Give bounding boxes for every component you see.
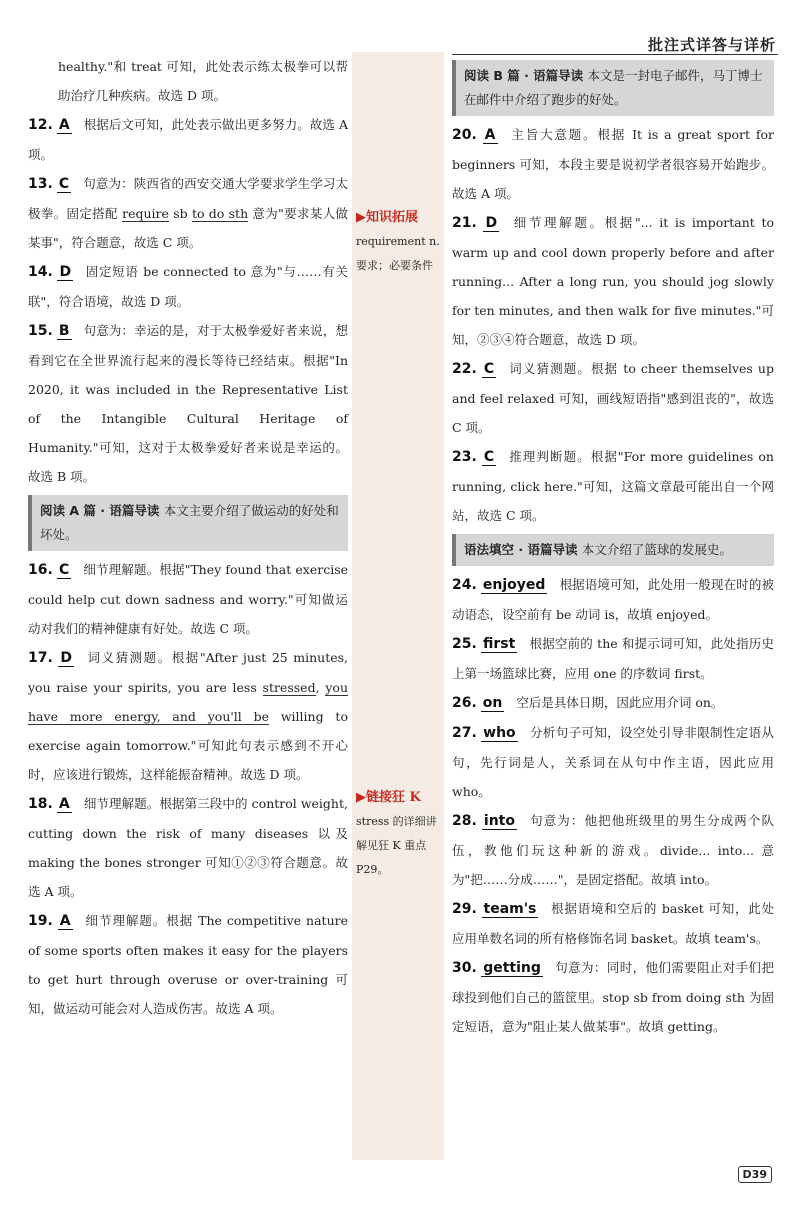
- answer-key: B: [58, 323, 70, 339]
- answer-key: C: [483, 361, 495, 377]
- answer-15: [28, 316, 348, 491]
- question-number: 29.: [452, 901, 477, 917]
- explanation: 主旨大意题。根据 It is a great sport for beginners 可知，本段主要是说初学者很容易开始跑步。故选 A 项。: [452, 127, 774, 201]
- explanation: 细节理解题。根据"... it is important to warm up and cool down properly before and after running... After a long run, you should jog slowly for ten minutes, and then walk for five minutes."可知，②③④符合题意，故选 D 项。: [452, 215, 775, 347]
- answer-key: C: [58, 562, 70, 578]
- explanation: 句意为：同时，他们需要阻止对手们把球投到他们自己的篮筐里。stop sb from doing sth 为固定短语，意为"阻止某人做某事"。故填 getting。: [452, 960, 774, 1034]
- grammar-overview: [452, 534, 774, 566]
- explanation: 根据语境和空后的 basket 可知，此处应用单数名词的所有格修饰名词 basket。故填 team's。: [452, 901, 774, 946]
- header-rule: [452, 54, 778, 55]
- explanation: 词义猜测题。根据"After just 25 minutes, you raise your spirits, you are less: [28, 650, 349, 695]
- section-label: 阅读 B 篇 · 语篇导读: [464, 68, 584, 83]
- explanation: 分析句子可知，设空处引导非限制性定语从句，先行词是人，关系词在从句中作主语，因此应用 who。: [452, 725, 774, 799]
- explanation: 句意为：陕西省的西安交通大学要求学生学习太极拳。固定搭配: [28, 176, 348, 221]
- answer-30: [452, 953, 774, 1041]
- underlined-phrase: to do sth: [191, 206, 249, 221]
- answer-18: [28, 789, 348, 906]
- section-label: 语法填空 · 语篇导读: [464, 542, 578, 557]
- answer-key: D: [485, 215, 498, 231]
- question-number: 25.: [452, 636, 477, 652]
- answer-key: A: [58, 117, 70, 133]
- answer-key: on: [482, 695, 503, 711]
- explanation: 句意为：幸运的是，对于太极拳爱好者来说，想看到它在全世界流行起来的漫长等待已经结束。根据"In 2020, it was included in the Representative List of the Intangible Cultural Heritage of Humanity."可知，这对于太极拳爱好者来说是幸运的。故选 B 项。: [28, 323, 348, 484]
- reading-b-overview: [452, 60, 774, 116]
- answer-21: [452, 208, 774, 354]
- section-label: 阅读 A 篇 · 语篇导读: [40, 503, 160, 518]
- margin-note-link: [356, 786, 444, 882]
- explanation: 细节理解题。根据"They found that exercise could help cut down sadness and worry."可知做运动对我们的精神健康有好处。故选 C 项。: [28, 562, 349, 636]
- section-summary: 本文是一封电子邮件，马丁博士在邮件中介绍了跑步的好处。: [464, 68, 763, 107]
- page-header-title: 批注式详答与详析: [647, 36, 776, 54]
- explanation: 句意为：他把他班级里的男生分成两个队伍，教他们玩这种新的游戏。divide... into... 意为"把……分成……"，是固定搭配。故填 into。: [452, 813, 774, 887]
- question-number: 19.: [28, 913, 53, 929]
- answer-17: [28, 643, 348, 789]
- question-number: 28.: [452, 813, 477, 829]
- answer-19: [28, 906, 348, 1023]
- margin-note-tag: ▶知识拓展: [356, 210, 418, 225]
- question-number: 18.: [28, 796, 53, 812]
- answer-12: [28, 110, 348, 169]
- answer-27: [452, 718, 774, 806]
- explanation: 词义猜测题。根据 to cheer themselves up and feel relaxed 可知，画线短语指"感到沮丧的"，故选 C 项。: [452, 361, 774, 435]
- explanation: 根据空前的 the 和提示词可知，此处指历史上第一场篮球比赛，应用 one 的序数词 first。: [452, 636, 775, 681]
- answer-13: [28, 169, 348, 257]
- explanation: 细节理解题。根据第三段中的 control weight, cutting down the risk of many diseases 以及 making the bones stronger 可知①②③符合题意。故选 A 项。: [28, 796, 348, 899]
- explanation: 根据后文可知，此处表示做出更多努力。故选 A 项。: [28, 117, 348, 162]
- answer-key: A: [58, 796, 70, 812]
- margin-note-tag: ▶链接狂 K: [356, 790, 421, 805]
- answer-key: who: [483, 725, 516, 741]
- question-number: 17.: [28, 650, 53, 666]
- explanation: 细节理解题。根据 The competitive nature of some sports often makes it easy for the players to get hurt through overuse or over-training 可知，做运动可能会对人造成伤害。故选 A 项。: [28, 913, 348, 1016]
- answer-key: C: [58, 176, 70, 192]
- answer-key: C: [483, 449, 495, 465]
- question-number: 30.: [452, 960, 477, 976]
- right-column: [452, 60, 774, 1041]
- answer-16: [28, 555, 348, 643]
- underlined-phrase: require: [122, 206, 169, 221]
- answer-key: D: [59, 264, 72, 280]
- answer-24: [452, 570, 774, 629]
- answer-key: A: [59, 913, 71, 929]
- section-summary: 本文介绍了篮球的发展史。: [581, 542, 732, 557]
- reading-a-overview: [28, 495, 348, 551]
- underlined-phrase: you have more energy, and you'll be: [28, 680, 349, 724]
- answer-28: [452, 806, 774, 894]
- question-number: 12.: [28, 117, 53, 133]
- question-number: 23.: [452, 449, 477, 465]
- answer-key: team's: [483, 901, 537, 917]
- question-number: 21.: [452, 215, 477, 231]
- explanation: 推理判断题。根据"For more guidelines on running, click here."可知，这篇文章最可能出自一个网站，故选 C 项。: [452, 449, 774, 523]
- explanation: 固定短语 be connected to 意为"与……有关联"，符合语境，故选 D 项。: [28, 264, 348, 309]
- question-number: 27.: [452, 725, 477, 741]
- answer-11-continued: healthy."和 treat 可知，此处表示练太极拳可以帮助治疗几种疾病。故选 D 项。: [58, 59, 348, 103]
- answer-29: [452, 894, 774, 953]
- margin-note-knowledge: [356, 206, 444, 278]
- explanation: ,: [315, 680, 326, 695]
- question-number: 16.: [28, 562, 53, 578]
- question-number: 26.: [452, 695, 477, 711]
- margin-note-text: stress 的详细讲解见狂 K 重点 P29。: [356, 815, 437, 876]
- explanation: 空后是具体日期，因此应用介词 on。: [516, 695, 724, 710]
- answer-key: A: [484, 127, 496, 143]
- explanation: 根据语境可知，此处用一般现在时的被动语态，设空前有 be 动词 is，故填 enjoyed。: [452, 577, 774, 622]
- section-summary: 本文主要介绍了做运动的好处和坏处。: [40, 503, 339, 542]
- explanation: sb: [168, 206, 192, 221]
- answer-key: first: [483, 636, 516, 652]
- question-number: 24.: [452, 577, 477, 593]
- answer-key: getting: [483, 960, 541, 976]
- explanation: willing to exercise again tomorrow."可知此句表示感到不开心时，应该进行锻炼，这样能振奋精神。故选 D 项。: [28, 709, 348, 782]
- question-number: 15.: [28, 323, 53, 339]
- question-number: 13.: [28, 176, 53, 192]
- answer-key: D: [60, 650, 72, 666]
- answer-key: enjoyed: [482, 577, 546, 593]
- explanation: 意为"要求某人做某事"，符合题意，故选 C 项。: [28, 206, 348, 250]
- underlined-phrase: stressed: [262, 680, 316, 695]
- answer-26: [452, 688, 774, 718]
- page-number: D39: [738, 1166, 772, 1183]
- question-number: 22.: [452, 361, 477, 377]
- answer-23: [452, 442, 774, 530]
- question-number: 20.: [452, 127, 477, 143]
- answer-25: [452, 629, 774, 688]
- answer-14: [28, 257, 348, 316]
- margin-note-text: requirement n. 要求；必要条件: [356, 235, 440, 272]
- left-column: [28, 52, 348, 1023]
- answer-20: [452, 120, 774, 208]
- answer-key: into: [483, 813, 515, 829]
- answer-22: [452, 354, 774, 442]
- question-number: 14.: [28, 264, 53, 280]
